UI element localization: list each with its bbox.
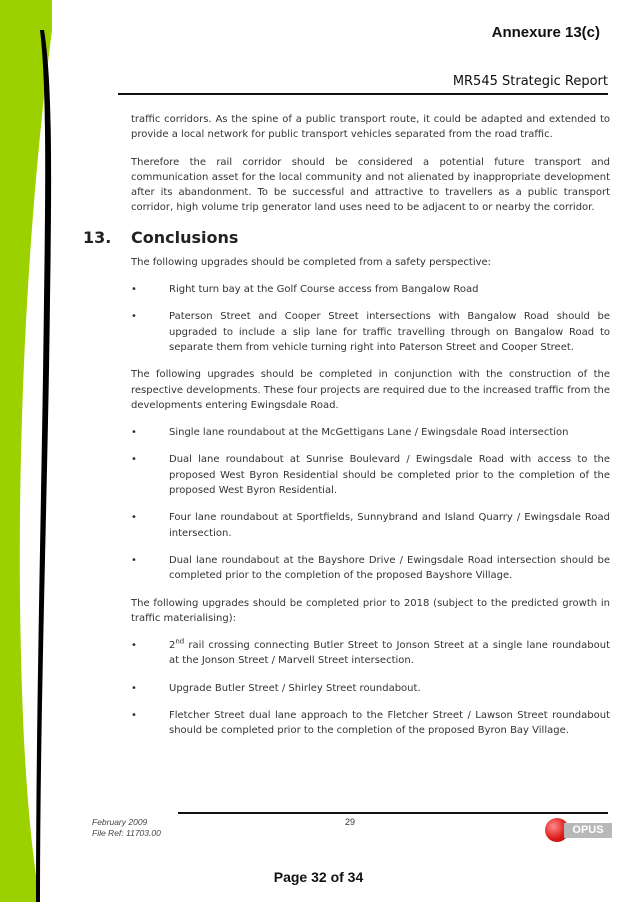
paragraph: Therefore the rail corridor should be considered a potential future transport and communication asset for the local community and not alienated by inappropriate development after its abandonment. To be successful and attractive to travellers as a public transport corridor, high volume trip generator land uses need to be adjacent to or nearby the corridor.	[131, 156, 610, 214]
bullet: •	[131, 311, 137, 323]
list-item: • Four lane roundabout at Sportfields, Sunnybrand and Island Quarry / Ewingsdale Road intersection.	[131, 512, 610, 539]
list-item: • Dual lane roundabout at the Bayshore Drive / Ewingsdale Road intersection should be completed prior to the completion of the proposed Bayshore Village.	[131, 554, 610, 582]
bullet: •	[131, 640, 137, 652]
list-item: • Upgrade Butler Street / Shirley Street roundabout.	[131, 681, 610, 696]
paragraph: The following upgrades should be completed from a safety perspective:	[131, 256, 492, 268]
list-item: • Paterson Street and Cooper Street intersections with Bangalow Road should be upgraded to include a slip lane for traffic travelling through on Bangalow Road to separate them from vehicle turning right into Paterson Street and Cooper Street.	[131, 311, 610, 353]
section-heading	[83, 228, 610, 248]
list-item: • Fletcher Street dual lane approach to the Fletcher Street / Lawson Street roundabout should be completed prior to the completion of the proposed Byron Bay Village.	[131, 710, 610, 737]
page-of-indicator: Page 32 of 34	[273, 869, 364, 885]
green-side-banner	[0, 0, 60, 902]
logo-text: OPUS	[564, 823, 612, 838]
header-divider	[118, 93, 608, 95]
bullet: •	[131, 682, 137, 694]
list-item: • Single lane roundabout at the McGettigans Lane / Ewingsdale Road intersection	[131, 425, 610, 440]
opus-logo	[545, 817, 613, 843]
report-title: MR545 Strategic Report	[452, 74, 608, 89]
bullet: •	[131, 512, 137, 524]
list-item: • Right turn bay at the Golf Course access from Bangalow Road	[131, 282, 610, 297]
bullet: •	[131, 554, 137, 566]
page-body	[83, 112, 610, 751]
upgrades-2018-list	[131, 638, 610, 738]
section-title: Conclusions	[131, 227, 239, 247]
list-item: • Dual lane roundabout at Sunrise Boulevard / Ewingsdale Road with access to the proposed West Byron Residential should be completed prior to the completion of the proposed West Byron Residential.	[131, 454, 610, 497]
safety-list	[131, 282, 610, 355]
footer-page-number: 29	[345, 817, 356, 827]
paragraph: The following upgrades should be completed prior to 2018 (subject to the predicted growth in traffic materialising):	[131, 597, 610, 624]
section-number: 13.	[83, 227, 112, 247]
footer-file-ref: File Ref: 11703.00	[92, 828, 161, 838]
footer-divider	[178, 812, 608, 814]
development-list	[131, 425, 610, 583]
list-item: • 2nd rail crossing connecting Butler Street to Jonson Street at a single lane roundabout at the Jonson Street / Marvell Street intersection.	[131, 637, 610, 667]
footer-date: February 2009	[92, 817, 148, 827]
bullet: •	[131, 284, 137, 296]
annexure-label: Annexure 13(c)	[491, 24, 600, 41]
bullet: •	[131, 710, 137, 722]
bullet: •	[131, 427, 137, 439]
bullet: •	[131, 454, 137, 466]
paragraph: traffic corridors. As the spine of a public transport route, it could be adapted and extended to provide a local network for public transport vehicles separated from the road traffic.	[131, 114, 610, 141]
paragraph: The following upgrades should be completed in conjunction with the construction of the respective developments. These four projects are required due to the increased traffic from the developments entering Ewingsdale Road.	[131, 369, 610, 411]
